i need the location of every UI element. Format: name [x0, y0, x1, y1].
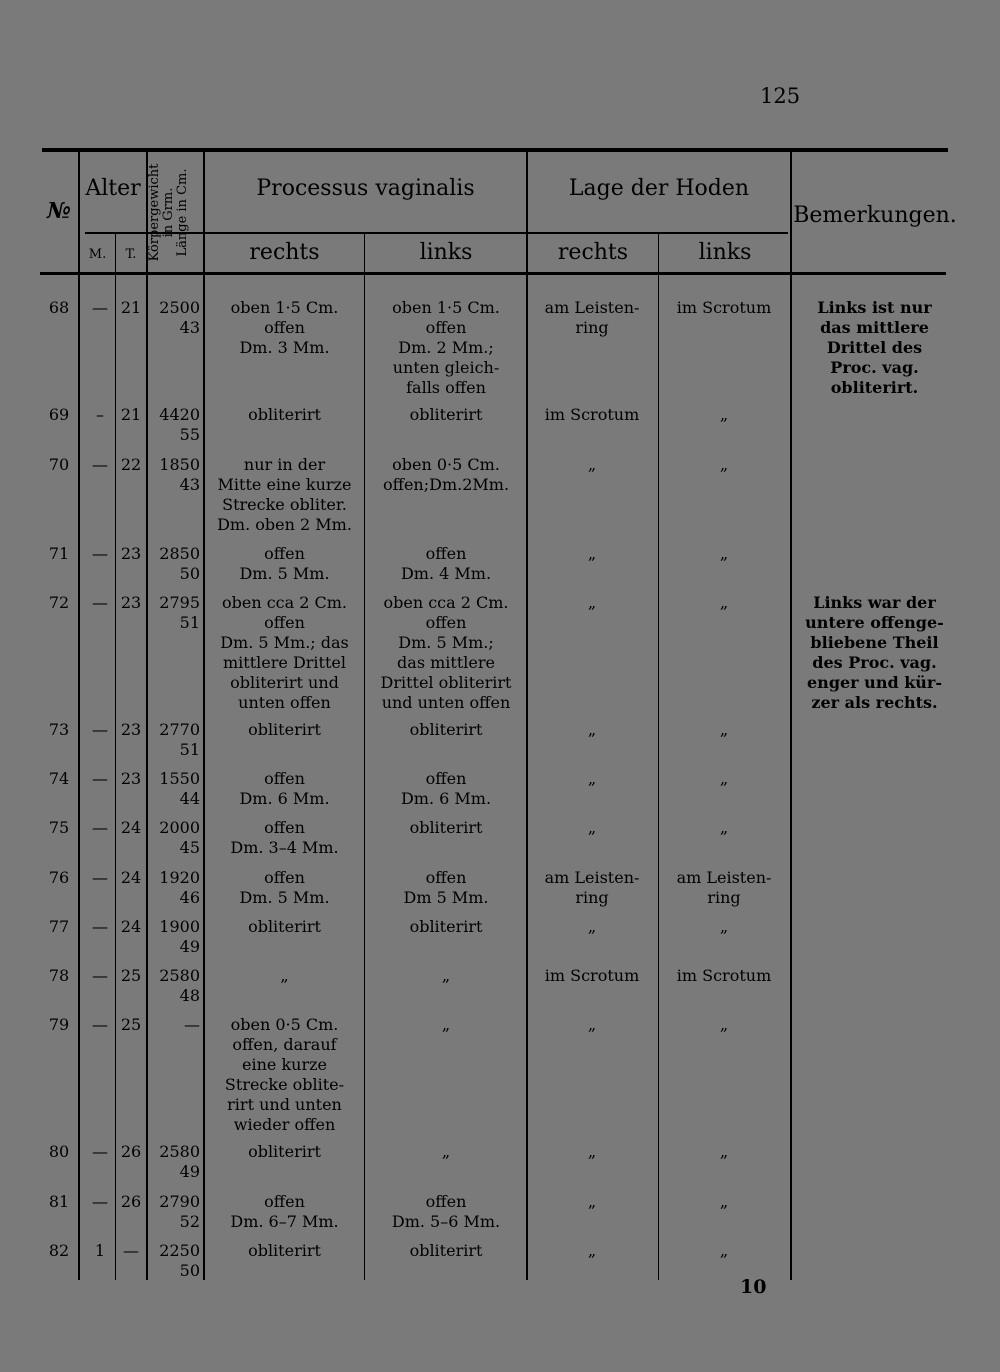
age-days: 23	[120, 593, 142, 612]
row-number: 82	[48, 1241, 70, 1260]
processus-rechts: oben 1·5 Cm. offen Dm. 3 Mm.	[230, 298, 339, 357]
processus-rechts: obliterirt	[248, 405, 321, 424]
age-months: –	[96, 405, 104, 424]
lage-links: „	[719, 1241, 729, 1260]
processus-links: obliterirt	[409, 818, 483, 837]
age-months: —	[92, 298, 108, 317]
processus-links: oben cca 2 Cm. offen Dm. 5 Mm.; das mittlere Drittel obliterirt und unten offen	[380, 593, 512, 712]
weight-length: 1550 44	[159, 769, 200, 808]
row-number: 74	[48, 769, 70, 788]
age-months: —	[92, 455, 108, 474]
header-processus: Processus vaginalis	[256, 176, 475, 201]
age-days: 23	[120, 544, 142, 563]
processus-rechts: „	[280, 966, 289, 985]
lage-links: im Scrotum	[676, 966, 772, 985]
lage-rechts: „	[587, 1142, 597, 1161]
weight-length: —	[184, 1015, 200, 1034]
age-days: 26	[120, 1192, 142, 1211]
age-months: —	[92, 593, 108, 612]
header-lage-rechts: rechts	[557, 240, 629, 265]
age-months: —	[92, 544, 108, 563]
age-months: —	[92, 1015, 108, 1034]
lage-rechts: im Scrotum	[544, 405, 640, 424]
lage-links: „	[719, 1015, 729, 1034]
col-divider	[115, 233, 116, 1280]
lage-rechts: „	[587, 1241, 597, 1260]
lage-links: „	[719, 405, 729, 424]
col-divider	[364, 233, 365, 1280]
col-divider	[658, 233, 659, 1280]
lage-links: „	[719, 593, 729, 612]
weight-length: 2250 50	[159, 1241, 200, 1280]
lage-links: „	[719, 544, 729, 563]
age-days: 23	[120, 720, 142, 739]
weight-length: 2795 51	[159, 593, 200, 632]
lage-rechts: „	[587, 544, 597, 563]
bemerkung: Links ist nur das mittlere Drittel des Proc. vag. obliterirt.	[817, 298, 932, 397]
age-days: 25	[120, 966, 142, 985]
weight-length: 2850 50	[159, 544, 200, 583]
processus-rechts: offen Dm. 5 Mm.	[239, 868, 330, 907]
weight-length: 2790 52	[159, 1192, 200, 1231]
processus-links: „	[441, 1015, 451, 1034]
col-divider	[203, 152, 205, 1280]
lage-rechts: „	[587, 917, 597, 936]
processus-links: obliterirt	[409, 720, 483, 739]
lage-links: „	[719, 455, 729, 474]
age-days: 23	[120, 769, 142, 788]
lage-rechts: am Leisten- ring	[544, 868, 640, 907]
processus-rechts: nur in der Mitte eine kurze Strecke obliter. Dm. oben 2 Mm.	[217, 455, 352, 534]
row-number: 77	[48, 917, 70, 936]
age-months: —	[92, 720, 108, 739]
row-number: 68	[48, 298, 70, 317]
header-bottom-rule	[40, 272, 946, 275]
age-months: —	[92, 868, 108, 887]
age-months: 1	[94, 1241, 106, 1260]
header-processus-rechts: rechts	[249, 240, 320, 265]
weight-length: 2770 51	[159, 720, 200, 759]
age-months: —	[92, 1192, 108, 1211]
processus-links: obliterirt	[409, 917, 483, 936]
processus-links: offen Dm. 4 Mm.	[400, 544, 492, 583]
processus-links: „	[441, 1142, 451, 1161]
age-months: —	[92, 966, 108, 985]
processus-links: obliterirt	[409, 1241, 483, 1260]
row-number: 73	[48, 720, 70, 739]
processus-links: offen Dm 5 Mm.	[403, 868, 489, 907]
bemerkung: Links war der untere offenge- bliebene Theil des Proc. vag. enger und kür- zer als rechts.	[805, 593, 944, 712]
age-days: 24	[120, 818, 142, 837]
processus-rechts: oben cca 2 Cm. offen Dm. 5 Mm.; das mittlere Drittel obliterirt und unten offen	[220, 593, 349, 712]
row-number: 80	[48, 1142, 70, 1161]
age-months: —	[92, 769, 108, 788]
lage-links: im Scrotum	[676, 298, 772, 317]
age-days: 21	[120, 298, 142, 317]
page-number: 125	[760, 84, 801, 108]
processus-rechts: offen Dm. 5 Mm.	[239, 544, 330, 583]
header-lage-links: links	[698, 240, 752, 265]
lage-links: „	[719, 917, 729, 936]
age-days: 26	[120, 1142, 142, 1161]
processus-links: offen Dm. 5–6 Mm.	[391, 1192, 501, 1231]
weight-length: 1850 43	[159, 455, 200, 494]
header-lage: Lage der Hoden	[568, 176, 750, 201]
lage-rechts: „	[587, 818, 597, 837]
lage-rechts: am Leisten- ring	[544, 298, 640, 337]
processus-rechts: offen Dm. 6–7 Mm.	[230, 1192, 339, 1231]
weight-length: 2500 43	[159, 298, 200, 337]
processus-rechts: oben 0·5 Cm. offen, darauf eine kurze Strecke oblite- rirt und unten wieder offen	[224, 1015, 345, 1134]
age-days: —	[123, 1241, 139, 1260]
age-days: 24	[120, 868, 142, 887]
weight-length: 4420 55	[159, 405, 200, 444]
weight-length: 1920 46	[159, 868, 200, 907]
header-weight: Körpergewicht in Grm. Länge in Cm.	[147, 163, 190, 262]
table-top-rule	[42, 148, 948, 152]
row-number: 75	[48, 818, 70, 837]
header-m: M.	[88, 247, 107, 262]
age-months: —	[92, 1142, 108, 1161]
processus-links: obliterirt	[409, 405, 483, 424]
row-number: 76	[48, 868, 70, 887]
row-number: 78	[48, 966, 70, 985]
row-number: 71	[48, 544, 70, 563]
processus-links: „	[441, 966, 451, 985]
processus-links: offen Dm. 6 Mm.	[400, 769, 492, 808]
lage-rechts: im Scrotum	[544, 966, 640, 985]
lage-links: am Leisten- ring	[676, 868, 772, 907]
lage-rechts: „	[587, 720, 597, 739]
processus-rechts: obliterirt	[248, 720, 321, 739]
header-no: №	[47, 198, 71, 224]
weight-length: 2000 45	[159, 818, 200, 857]
row-number: 79	[48, 1015, 70, 1034]
row-number: 72	[48, 593, 70, 612]
processus-rechts: obliterirt	[248, 917, 321, 936]
processus-links: oben 0·5 Cm. offen;Dm.2Mm.	[382, 455, 510, 494]
processus-rechts: offen Dm. 6 Mm.	[239, 769, 330, 808]
lage-rechts: „	[587, 1192, 597, 1211]
lage-links: „	[719, 1142, 729, 1161]
header-alter: Alter	[85, 176, 141, 201]
weight-length: 2580 48	[159, 966, 200, 1005]
weight-length: 2580 49	[159, 1142, 200, 1181]
lage-links: „	[719, 818, 729, 837]
lage-rechts: „	[587, 593, 597, 612]
age-days: 21	[120, 405, 142, 424]
lage-rechts: „	[587, 769, 597, 788]
row-number: 81	[48, 1192, 70, 1211]
processus-rechts: obliterirt	[248, 1142, 321, 1161]
header-t: T.	[125, 247, 137, 262]
lage-rechts: „	[587, 1015, 597, 1034]
weight-length: 1900 49	[159, 917, 200, 956]
processus-rechts: offen Dm. 3–4 Mm.	[230, 818, 339, 857]
age-months: —	[92, 818, 108, 837]
processus-rechts: obliterirt	[248, 1241, 321, 1260]
lage-rechts: „	[587, 455, 597, 474]
footer-number: 10	[740, 1276, 767, 1298]
header-processus-links: links	[419, 240, 473, 265]
header-bemerkungen: Bemerkungen.	[793, 203, 957, 228]
age-days: 24	[120, 917, 142, 936]
lage-links: „	[719, 1192, 729, 1211]
age-days: 22	[120, 455, 142, 474]
processus-links: oben 1·5 Cm. offen Dm. 2 Mm.; unten gleich- falls offen	[392, 298, 500, 397]
lage-links: „	[719, 720, 729, 739]
lage-links: „	[719, 769, 729, 788]
row-number: 69	[48, 405, 70, 424]
row-number: 70	[48, 455, 70, 474]
age-months: —	[92, 917, 108, 936]
age-days: 25	[120, 1015, 142, 1034]
col-divider	[78, 152, 80, 1280]
